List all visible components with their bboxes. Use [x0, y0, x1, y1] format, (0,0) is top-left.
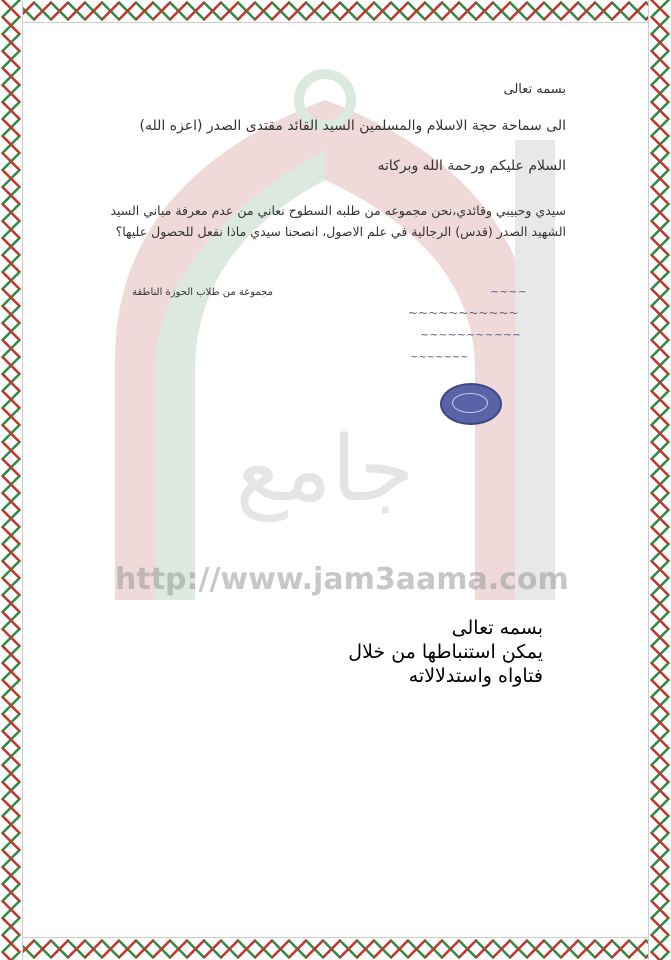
decorative-border-right	[648, 0, 671, 960]
handwritten-answer-line: ~~~~	[490, 285, 527, 298]
reply-text-line: فتاواه واستدلالاته	[408, 665, 543, 687]
letter-signature: مجموعة من طلاب الحوزة الناطقة	[132, 287, 273, 298]
decorative-border-left	[0, 0, 23, 960]
official-seal-stamp	[440, 383, 502, 425]
letter-greeting: السلام عليكم ورحمة الله وبركاته	[377, 158, 566, 174]
watermark-url: http://www.jam3aama.com	[115, 562, 569, 597]
decorative-border-top	[0, 0, 671, 23]
handwritten-answer-line: ~~~~~~~~~~~	[408, 306, 519, 320]
handwritten-date: ~~~~~~~	[410, 352, 469, 363]
letter-body: سيدي وحبيبي وقائدي،نحن مجموعه من طلبه السطوح نعاني من عدم معرفة مباني السيد الشهيد الصدر (قدس) الرجالية في علم الاصول، انصحنا سيدي ماذا نفعل للحصول عليها؟	[110, 203, 566, 239]
reply-text-line: يمكن استنباطها من خلال	[348, 641, 543, 663]
svg-text:جامع: جامع	[235, 417, 415, 522]
decorative-border-bottom	[0, 937, 671, 960]
handwritten-answer-line: ~~~~~~~~~~~	[420, 328, 522, 341]
letter-addressee: الى سماحة حجة الاسلام والمسلمين السيد القائد مقتدى الصدر (اعزه الله)	[139, 118, 566, 134]
letter-basmala: بسمه تعالى	[503, 82, 566, 97]
reply-basmala: بسمه تعالى	[451, 617, 543, 639]
